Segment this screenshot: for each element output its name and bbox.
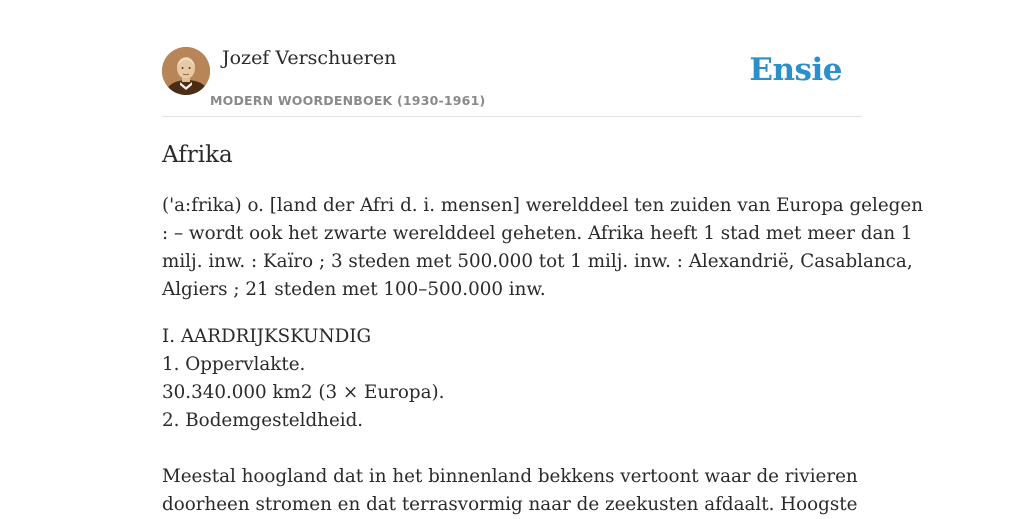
ensie-logo[interactable]: Ensie: [749, 52, 842, 88]
author-avatar[interactable]: [162, 47, 210, 95]
text-line: 30.340.000 km2 (3 × Europa).: [162, 382, 445, 403]
text-line: ('a:frika) o. [land der Afri d. i. mensen] werelddeel ten zuiden van Europa gelegen: [162, 195, 923, 216]
entry-title: Afrika: [162, 142, 233, 168]
text-line: Meestal hoogland dat in het binnenland bekkens vertoont waar de rivieren: [162, 466, 858, 487]
entry-page: [162, 0, 923, 515]
subsection-heading: 2. Bodemgesteldheid.: [162, 410, 364, 431]
text-line: Algiers ; 21 steden met 100–500.000 inw.: [162, 279, 546, 300]
text-line: : – wordt ook het zwarte werelddeel geheten. Afrika heeft 1 stad met meer dan 1: [162, 223, 913, 244]
intro-paragraph: [162, 192, 923, 304]
body-paragraph: [162, 463, 864, 519]
source-label[interactable]: MODERN WOORDENBOEK (1930-1961): [210, 93, 486, 108]
text-line: milj. inw. : Kaïro ; 3 steden met 500.000 tot 1 milj. inw. : Alexandrië, Casablanca,: [162, 251, 913, 272]
author-link[interactable]: Jozef Verschueren: [222, 47, 397, 69]
author-portrait: [162, 47, 210, 95]
subsection-heading: 1. Oppervlakte.: [162, 354, 306, 375]
entry-content: [162, 192, 923, 519]
entry-header: [162, 0, 862, 117]
section-paragraph: [162, 323, 864, 435]
section-heading: I. AARDRIJKSKUNDIG: [162, 326, 372, 347]
text-line: doorheen stromen en dat terrasvormig naar de zeekusten afdaalt. Hoogste: [162, 494, 858, 515]
